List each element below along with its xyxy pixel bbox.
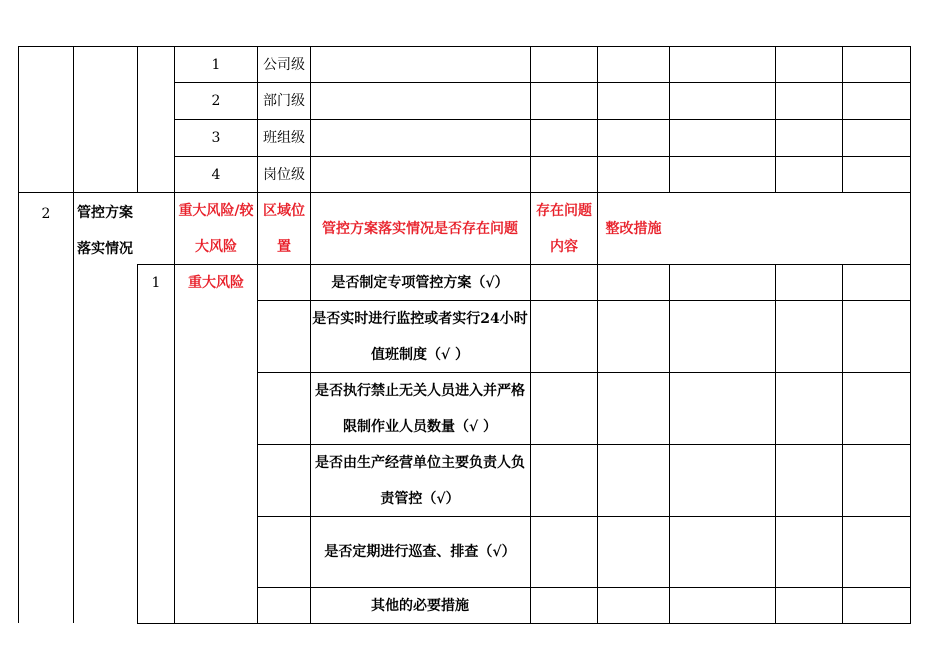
check-item: 是否定期进行巡查、排查（√） xyxy=(324,544,516,560)
level-number: 3 xyxy=(211,130,221,146)
level-number: 2 xyxy=(211,93,221,109)
col-line xyxy=(597,46,598,624)
header-measure: 整改措施 xyxy=(605,220,662,237)
col-line xyxy=(775,264,776,624)
header-problem: 存在问题内容 xyxy=(536,202,592,255)
col-line xyxy=(669,46,670,192)
col-line xyxy=(310,46,311,624)
section-title: 管控方案落实情况 xyxy=(77,205,133,257)
col-line xyxy=(910,46,911,624)
check-item: 是否实时进行监控或者实行24小时值班制度（√ ） xyxy=(312,310,528,363)
header-risk-type: 重大风险/较大风险 xyxy=(178,202,254,255)
level-label: 部门级 xyxy=(263,93,305,109)
level-label: 班组级 xyxy=(263,130,305,146)
check-item: 是否由生产经营单位主要负责人负责管控（√） xyxy=(315,454,525,507)
level-number: 1 xyxy=(211,56,221,73)
row-line xyxy=(137,623,911,624)
row-line xyxy=(18,46,911,47)
header-area: 区域位置 xyxy=(263,202,305,255)
header-check: 管控方案落实情况是否存在问题 xyxy=(322,220,518,237)
col-line xyxy=(842,264,843,624)
col-line xyxy=(137,264,138,624)
col-line xyxy=(18,46,19,623)
check-item: 其他的必要措施 xyxy=(371,597,469,614)
col-line xyxy=(842,46,843,192)
col-line xyxy=(669,264,670,624)
level-number: 4 xyxy=(211,166,221,183)
col-line xyxy=(137,46,138,192)
check-item: 是否执行禁止无关人员进入并严格限制作业人员数量（√ ） xyxy=(315,382,525,435)
sub-risk-label: 重大风险 xyxy=(188,275,244,291)
col-line xyxy=(73,46,74,623)
level-label: 岗位级 xyxy=(263,166,305,183)
col-line xyxy=(775,46,776,192)
level-label: 公司级 xyxy=(263,56,305,73)
col-line xyxy=(530,46,531,624)
check-item: 是否制定专项管控方案（√） xyxy=(331,274,509,291)
section-index: 2 xyxy=(41,206,51,222)
sub-index: 1 xyxy=(151,275,161,291)
